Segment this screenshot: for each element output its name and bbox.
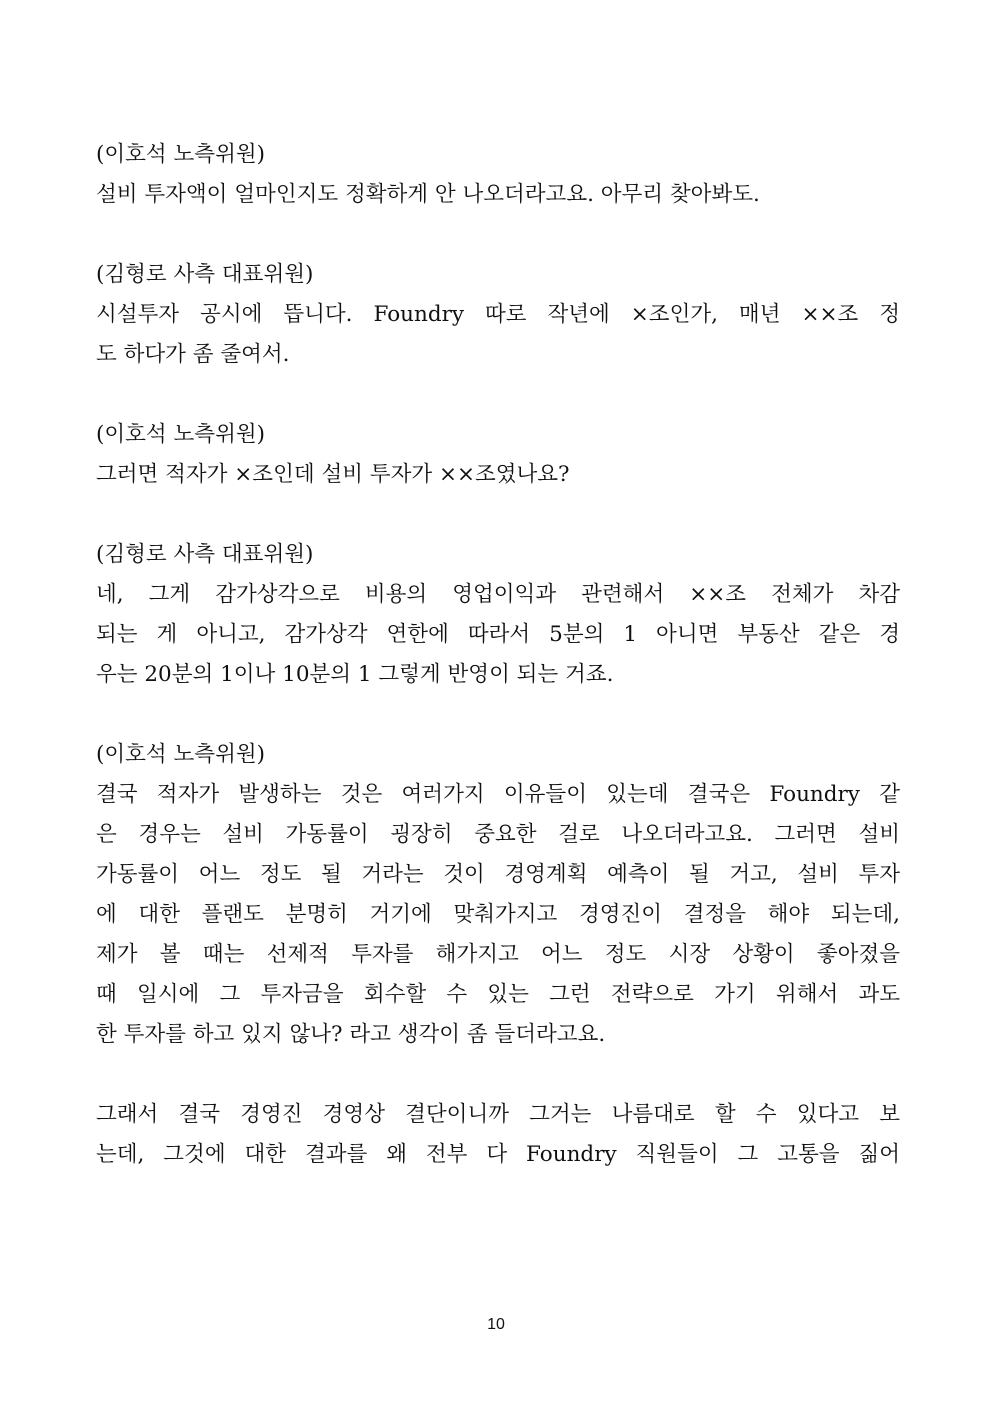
utterance-line: 은 경우는 설비 가동률이 굉장히 중요한 걸로 나오더라고요. 그러면 설비 [96,822,900,847]
utterance-line: 한 투자를 하고 있지 않나? 라고 생각이 좀 들더라고요. [96,1022,606,1047]
utterance-line: 결국 적자가 발생하는 것은 여러가지 이유들이 있는데 결국은 Foundry 같 [96,782,900,807]
utterance-line: 그러면 적자가 ×조인데 설비 투자가 ××조였나요? [96,462,570,487]
utterance-line: 는데, 그것에 대한 결과를 왜 전부 다 Foundry 직원들이 그 고통을 짊어 [96,1142,900,1167]
utterance-line: 그래서 결국 경영진 경영상 결단이니까 그거는 나름대로 할 수 있다고 보 [96,1102,900,1127]
paragraph-gap [96,1055,900,1095]
speaker-label: (이호석 노측위원) [96,742,265,767]
utterance-line: 네, 그게 감가상각으로 비용의 영업이익과 관련해서 ××조 전체가 차감 [96,582,900,607]
paragraph-gap [96,375,900,415]
utterance-line: 제가 볼 때는 선제적 투자를 해가지고 어느 정도 시장 상황이 좋아졌을 [96,942,900,967]
utterance-line: 도 하다가 좀 줄여서. [96,342,290,367]
speaker-label: (김형로 사측 대표위원) [96,542,314,567]
speaker-label: (이호석 노측위원) [96,142,265,167]
paragraph-gap [96,495,900,535]
utterance-line: 되는 게 아니고, 감가상각 연한에 따라서 5분의 1 아니면 부동산 같은 경 [96,622,900,647]
paragraph-gap [96,215,900,255]
utterance-line: 가동률이 어느 정도 될 거라는 것이 경영계획 예측이 될 거고, 설비 투자 [96,862,900,887]
utterance-line: 설비 투자액이 얼마인지도 정확하게 안 나오더라고요. 아무리 찾아봐도. [96,182,760,207]
utterance-line: 때 일시에 그 투자금을 회수할 수 있는 그런 전략으로 가기 위해서 과도 [96,982,900,1007]
utterance-line: 시설투자 공시에 뜹니다. Foundry 따로 작년에 ×조인가, 매년 ××조 정 [96,302,900,327]
paragraph-gap [96,695,900,735]
speaker-label: (이호석 노측위원) [96,422,265,447]
utterance-line: 우는 20분의 1이나 10분의 1 그렇게 반영이 되는 거죠. [96,662,614,687]
utterance-line: 에 대한 플랜도 분명히 거기에 맞춰가지고 경영진이 결정을 해야 되는데, [96,902,900,927]
page-number: 10 [487,1316,505,1333]
speaker-label: (김형로 사측 대표위원) [96,262,314,287]
transcript-body [96,135,900,1175]
